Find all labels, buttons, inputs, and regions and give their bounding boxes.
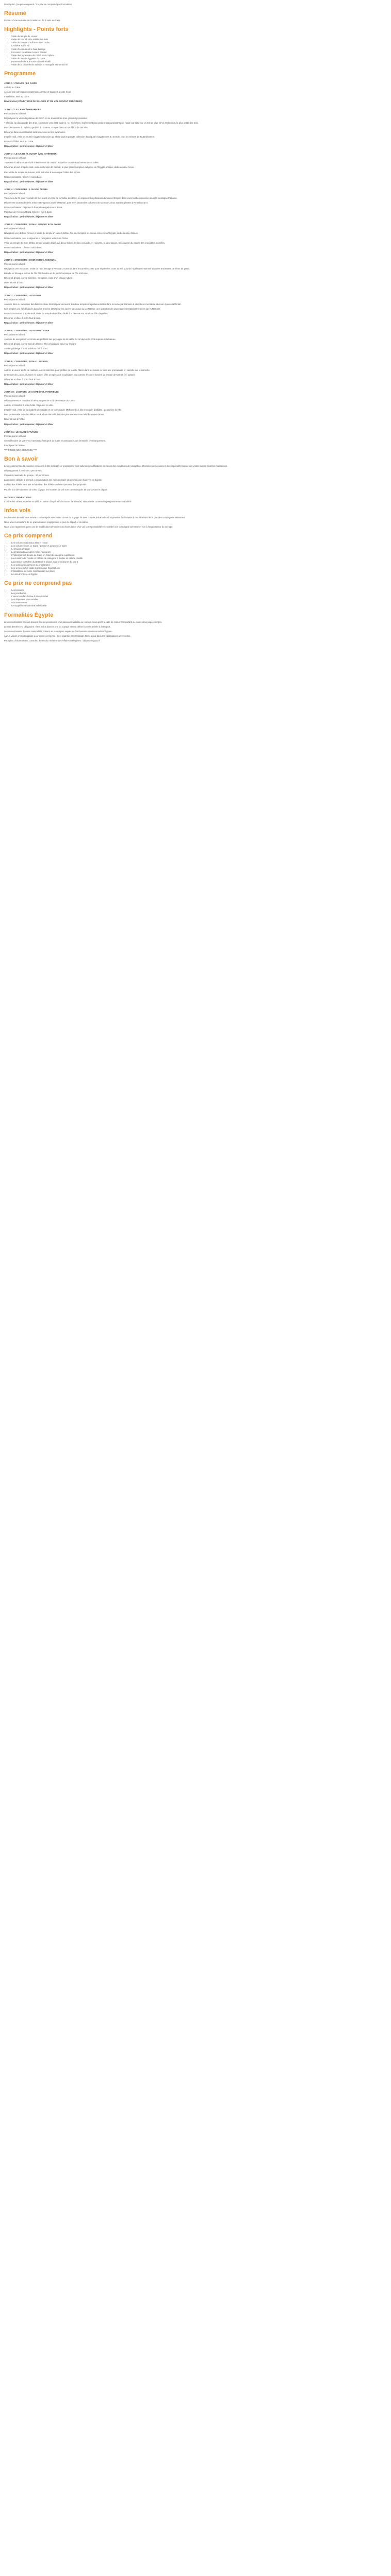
day-block — [4, 259, 387, 290]
highlight-item: • Visite du Temple d'Edfou et Kom Ombo — [11, 41, 387, 44]
day-paragraph: Déjeuner à bord. Après-midi libre. En option, visite d'un village nubien. — [4, 277, 73, 280]
programme-title: Programme — [4, 71, 36, 77]
day-paragraph: Le temple de Louxor, illuminé en soirée, offre un spectacle inoubliable, tout comme le son et lumière du temple de Karnak (en option). — [4, 373, 136, 376]
day-heading: JOUR 9 : CROISIÈRE : ESNA / LOUXOR — [4, 360, 48, 363]
excludes-item: • Les boissons — [11, 589, 387, 592]
excludes-item: • Les dépenses personnelles — [11, 598, 387, 601]
infos-vols-section — [4, 507, 387, 529]
day-paragraph: Puis découverte du Sphinx, gardien du plateau, sculpté dans un seul bloc de calcaire. — [4, 126, 88, 129]
highlight-item: • Visite du musée égyptien du Caire — [11, 57, 387, 60]
day-paragraph: Petit déjeuner à bord. — [4, 262, 26, 265]
day-paragraph: Retour au bateau. Dîner et nuit à bord. — [4, 175, 42, 178]
day-paragraph: Déjeuner et dîner à bord. Nuit à bord. — [4, 378, 41, 381]
formalites-para: Aucun vaccin n'est obligatoire pour entrer en Égypte. Il est toutefois recommandé d'être à jour dans les vaccinations universelles. — [4, 634, 131, 637]
includes-item: • La pension complète durant tout le séjour, sauf le déjeuner du jour 1 — [11, 561, 387, 564]
day-block — [4, 431, 387, 452]
day-paragraph: Accueil par notre représentant francophone et transfert à votre hôtel. — [4, 91, 72, 94]
infos-para: Nous vous rappelons qu'en cas de modification d'horaires ou d'annulation d'un vol, la responsabilité en incombe à la compagnie aérienne et non à l'organisateur du voyage. — [4, 525, 173, 528]
bon-para: La croisière débute le samedi. L'organisation des nuits au Caire dépend du jour d'arrivée en Égypte. — [4, 479, 103, 482]
day-paragraph: Retour à l'hôtel. Nuit au Caire. — [4, 140, 34, 143]
formalites-para: Le visa d'entrée est obligatoire. Il est inclus dans le prix du voyage et sera délivré à votre arrivée à l'aéroport. — [4, 625, 111, 628]
highlight-item: • Visite d'Assouan et le haut barrage — [11, 48, 387, 51]
day-paragraph: Puis promenade dans le célèbre souk Khan el-Khalili, l'un des plus anciens marchés du Moyen-Orient. — [4, 413, 105, 416]
day-paragraph: Selon l'horaire de votre vol, transfert à l'aéroport du Caire et assistance aux formalités d'embarquement. — [4, 439, 106, 442]
excludes-item: • Les assurances — [11, 601, 387, 604]
includes-item: • L'hébergement 3 nuits au Caire en hôtel de catégorie supérieure — [11, 554, 387, 557]
excludes-list — [4, 589, 387, 608]
day-block — [4, 82, 387, 103]
bon-para: Pour le bon déroulement de votre voyage, les horaires de vol sont communiqués 10 jours avant le départ. — [4, 488, 108, 491]
day-paragraph: Traversée du Nil pour rejoindre la rive ouest et visite de la Vallée des Rois, où reposent les pharaons du Nouvel Empire dans leurs tombes creusées dans la montagne thébaine. — [4, 196, 177, 199]
day-paragraph: Arrivée et transfert à votre hôtel. Déjeuner en ville. — [4, 404, 54, 407]
day-paragraph: Visite du temple de Kom Ombo, temple double dédié aux dieux Sobek, le dieu crocodile, et Haroëris, le dieu faucon. Découverte du musée des crocodiles momifiés. — [4, 241, 166, 244]
day-block — [4, 152, 387, 183]
includes-item: • Le visa d'entrée en Égypte — [11, 573, 387, 576]
includes-item: • Les transferts aéroport / hôtel / aéroport — [11, 551, 387, 554]
day-heading: JOUR 6 : CROISIÈRE : KOM OMBO / ASSOUAN — [4, 258, 56, 261]
day-heading: JOUR 10 : LOUXOR / LE CAIRE (VOL INTÉRIEUR) — [4, 391, 59, 393]
day-paragraph: Transfert à l'aéroport et envol à destination de Louxor. Accueil et transfert au bateau de croisière. — [4, 161, 100, 164]
day-paragraph: Débarquement et transfert à l'aéroport pour le vol à destination du Caire. — [4, 399, 75, 402]
day-paragraph: Retour au bateau pour le déjeuner et navigation vers Kom Ombo. — [4, 236, 69, 240]
resume-section — [4, 10, 387, 22]
includes-list — [4, 541, 387, 576]
page — [0, 0, 391, 649]
excludes-title: Ce prix ne comprend pas — [4, 580, 72, 586]
day-paragraph: Petit déjeuner à bord. — [4, 395, 26, 397]
bon-para: Le déroulement de la croisière est donné à titre indicatif. Le programme peut subir des modifications en raison des conditions de navigation, d'horaires des écluses et des impératifs locaux. Les visites seront toutefois maintenues. — [4, 465, 228, 468]
includes-item: • L'assistance de notre représentant sur place — [11, 570, 387, 573]
day-paragraph: • Khéops, la plus grande des trois, construite vers 2560 avant J.-C.; Khéphren, légèrement plus petite mais paraissant plus haute car bâtie sur un terrain plus élevé; Mykérinos, la plus petite des trois. — [4, 121, 199, 124]
day-paragraph: Petit déjeuner à bord. — [4, 298, 26, 301]
day-paragraph: Balade en felouque autour de l'île Éléphantine et du jardin botanique de l'île Kitchener. — [4, 272, 89, 275]
day-heading: JOUR 1 : FRANCE / LE CAIRE — [4, 82, 37, 85]
day-meals: Repas inclus : petit-déjeuner, déjeuner et dîner — [4, 180, 54, 183]
day-paragraph: Petit déjeuner à bord. — [4, 192, 26, 195]
includes-section — [4, 533, 387, 576]
day-heading: JOUR 4 : CROISIÈRE : LOUXOR / ESNA — [4, 188, 48, 191]
day-paragraph: Petit déjeuner à l'hôtel. — [4, 157, 27, 160]
day-meals: Dîner inclus (CONDITIONS DE SALAIRE ET DE VOL SERONT PRÉCISÉES) — [4, 100, 83, 103]
day-block — [4, 329, 387, 355]
formalites-para: Les ressortissants français doivent être en possession d'un passeport valable au moins 6 mois après la date de retour, comportant au moins deux pages vierges. — [4, 620, 162, 623]
highlights-list — [4, 35, 387, 66]
day-paragraph: L'après-midi, visite de la citadelle de Saladin et de la mosquée Mohamed Ali, dite mosquée d'albâtre, qui domine la ville. — [4, 409, 122, 412]
day-paragraph: Petit déjeuner à l'hôtel. — [4, 434, 27, 437]
day-block — [4, 391, 387, 426]
formalites-title: Formalités Égypte — [4, 612, 54, 618]
day-paragraph: Arrivée à Louxor en fin de matinée. Après-midi libre pour profiter de la ville, flâner dans les souks ou faire une promenade en calèche sur la corniche. — [4, 368, 151, 371]
day-heading: JOUR 2 : LE CAIRE / PYRAMIDES — [4, 108, 41, 111]
includes-item: • Les vols intérieurs Le Caire / Louxor et Louxor / Le Caire — [11, 545, 387, 548]
includes-item: • Les taxes aéroport — [11, 548, 387, 551]
day-paragraph: Déjeuner dans un restaurant local avec vue sur les pyramides. — [4, 130, 66, 133]
day-paragraph: Journée de navigation vers Esna en profitant des paysages de la vallée du Nil depuis le pont supérieur du bateau. — [4, 338, 116, 341]
excludes-item: • Le supplément chambre individuelle — [11, 604, 387, 607]
includes-item: • Les visites mentionnées au programme — [11, 564, 387, 567]
programme-days — [4, 82, 387, 452]
bon-a-savoir-title: Bon à savoir — [4, 456, 39, 463]
day-paragraph: Envol pour la France. — [4, 444, 25, 447]
day-paragraph: Retour au bateau. Dîner et nuit à bord. — [4, 246, 42, 249]
day-heading: JOUR 8 : CROISIÈRE : ASSOUAN / ESNA — [4, 329, 50, 332]
day-meals: Repas inclus : petit-déjeuner, déjeuner et dîner — [4, 382, 54, 385]
day-paragraph: Passage de l'écluse d'Esna. Dîner et nuit à bord. — [4, 211, 52, 214]
day-heading: JOUR 11 : LE CAIRE / FRANCE — [4, 430, 39, 433]
day-paragraph: Soirée galabeya à bord. Dîner et nuit à bord. — [4, 347, 48, 350]
day-block — [4, 360, 387, 386]
day-paragraph: Retour au bateau. Déjeuner à bord et navigation vers Esna. — [4, 206, 63, 209]
day-paragraph: Petit déjeuner à l'hôtel. — [4, 112, 27, 115]
day-paragraph: Petit déjeuner à bord. — [4, 333, 26, 336]
excludes-section — [4, 580, 387, 608]
day-meals: Repas inclus : petit-déjeuner, déjeuner et dîner — [4, 352, 54, 355]
highlight-item: • Visite du temple de Louxor — [11, 35, 387, 38]
intro-nav: Description | Le prix comprend / Ce prix ne comprend pas Formalités — [4, 3, 72, 6]
highlight-item: • Excursion facultative à Abou Simbel — [11, 51, 387, 54]
autres-conventions-heading: AUTRES CONVENTIONS — [4, 496, 31, 499]
day-paragraph: Déjeuner à bord. L'après-midi, visite du temple de Karnak, le plus grand complexe religieux de l'Égypte antique, dédié au dieu Amon. — [4, 166, 135, 169]
day-block — [4, 294, 387, 325]
day-paragraph: Dîner et nuit à bord. — [4, 281, 24, 284]
day-meals: Repas inclus : petit-déjeuner, déjeuner et dîner — [4, 321, 54, 324]
day-paragraph: Navigation vers Assouan. Visite du haut barrage d'Assouan, construit dans les années 1960 pour réguler les crues du Nil, puis de l'obélisque inachevé dans les anciennes carrières de granit. — [4, 267, 190, 270]
day-paragraph: Déjeuner et dîner à bord. Nuit à bord. — [4, 316, 41, 319]
day-paragraph: Petit déjeuner à bord. — [4, 227, 26, 230]
day-paragraph: Installation. Nuit au Caire. — [4, 95, 30, 98]
includes-item: • Les services d'un guide égyptologue francophone — [11, 567, 387, 570]
day-meals: Repas inclus : petit-déjeuner, déjeuner et dîner — [4, 422, 54, 426]
day-heading: JOUR 5 : CROISIÈRE : ESNA / EDFOU / KOM OMBO — [4, 223, 61, 226]
day-paragraph: Ces temples ont été déplacés dans les années 1960 pour les sauver des eaux du lac Nasser, une opération de sauvetage internationale menée par l'UNESCO. — [4, 307, 161, 310]
resume-text: Profitez d'une semaine de croisière et de 2 nuits au Caire — [4, 19, 61, 22]
day-heading: JOUR 7 : CROISIÈRE : ASSOUAN — [4, 294, 41, 297]
day-paragraph: Petit déjeuner à bord. — [4, 364, 26, 367]
day-meals: Repas inclus : petit-déjeuner, déjeuner et dîner — [4, 286, 54, 289]
highlight-item: • Croisière sur le Nil — [11, 44, 387, 47]
day-meals: Repas inclus : petit-déjeuner, déjeuner et dîner — [4, 215, 54, 218]
highlights-title: Highlights - Points forts — [4, 26, 69, 33]
formalites-para: Pour plus d'informations, consultez le site du ministère des Affaires étrangères : diplomatie.gouv.fr — [4, 639, 100, 642]
includes-item: • Les vols internationaux aller et retour — [11, 541, 387, 545]
day-block — [4, 223, 387, 254]
includes-title: Ce prix comprend — [4, 532, 53, 539]
day-paragraph: Arrivée au Caire. — [4, 86, 21, 89]
excludes-item: • L'excursion facultative à Abou Simbel — [11, 595, 387, 598]
day-paragraph: Navigation vers Edfou. Arrivée et visite du temple d'Horus à Edfou, l'un des temples les mieux conservés d'Égypte, dédié au dieu faucon. — [4, 232, 139, 235]
formalites-para: Les ressortissants d'autres nationalités doivent se renseigner auprès de l'ambassade ou du consulat d'Égypte. — [4, 630, 112, 633]
highlight-item: • Visite des pyramides de Gizeh et du Sphinx — [11, 54, 387, 57]
excludes-item: • Les pourboires — [11, 592, 387, 595]
formalites-section — [4, 612, 387, 642]
day-paragraph: Puis visite du temple de Louxor, relié autrefois à Karnak par l'allée des sphinx. — [4, 171, 81, 174]
infos-vols-title: Infos vols — [4, 507, 31, 514]
day-block — [4, 108, 387, 148]
day-paragraph: Déjeuner à bord. Après-midi de détente. Thé à l'anglaise servi sur le pont. — [4, 343, 76, 346]
day-heading: JOUR 3 : LE CAIRE / LOUXOR (VOL INTÉRIEUR) — [4, 152, 58, 156]
day-paragraph: **** FIN DE NOS SERVICES **** — [4, 448, 37, 451]
highlight-item: • Visite de Karnak et la Vallée des Rois — [11, 38, 387, 41]
autres-conventions-text: L'ordre des visites peut être modifié en raison d'impératifs locaux et de sécurité, sans que le contenu du programme ne soit altéré. — [4, 500, 132, 503]
infos-para: Les horaires de vols vous seront communiqués avec votre carnet de voyage. Ils sont donnés à titre indicatif et peuvent être soumis à modifications de la part des compagnies aériennes. — [4, 516, 186, 519]
day-paragraph: Dîner et nuit à l'hôtel. — [4, 418, 25, 421]
includes-item: • La croisière de 7 nuits en bateau de catégorie 5 étoiles en cabine double — [11, 557, 387, 560]
day-paragraph: Retour à Assouan. L'après-midi, visite du temple de Philae, dédié à la déesse Isis, situé sur l'île d'Aguilkia. — [4, 312, 108, 315]
infos-para: Nous vous conseillons de ne prévoir aucun engagement le jour du départ et du retour. — [4, 520, 89, 523]
day-meals: Repas inclus : petit-déjeuner, déjeuner et dîner — [4, 250, 54, 253]
day-paragraph: Journée libre ou excursion facultative à Abou Simbel pour découvrir les deux temples majestueux taillés dans la roche par Ramsès II et dédiés à lui-même et à son épouse Néfertari. — [4, 302, 182, 306]
bon-para: Capacité maximale du groupe : 40 personnes. — [4, 474, 50, 477]
day-paragraph: L'après-midi, visite du musée égyptien du Caire qui abrite la plus grande collection d'antiquités égyptiennes au monde, dont les trésors de Toutankhamon. — [4, 135, 155, 138]
programme-section — [4, 71, 387, 452]
highlight-item: • Visite de la citadelle de Saladin et mosquée Mohamed Ali — [11, 63, 387, 66]
day-block — [4, 188, 387, 219]
highlights-section — [4, 26, 387, 66]
bon-a-savoir-section — [4, 456, 387, 503]
bon-para: Départ garanti à partir de 2 personnes. — [4, 469, 42, 472]
resume-title: Résumé — [4, 10, 26, 17]
bon-para: La liste des hôtels n'est pas exhaustive, des hôtels similaires peuvent être proposés. — [4, 483, 87, 486]
highlight-item: • Promenade dans le souk Khan el-Khalili — [11, 60, 387, 63]
day-paragraph: Départ pour la visite du plateau de Gizeh où se trouvent les trois grandes pyramides : — [4, 116, 88, 120]
day-paragraph: Découverte du temple de la reine Hatchepsout à Deir el-Bahari, puis arrêt devant les Colosses de Memnon, deux statues géantes d'Amenhotep III. — [4, 201, 149, 204]
day-meals: Repas inclus : petit-déjeuner, déjeuner et dîner — [4, 145, 54, 148]
